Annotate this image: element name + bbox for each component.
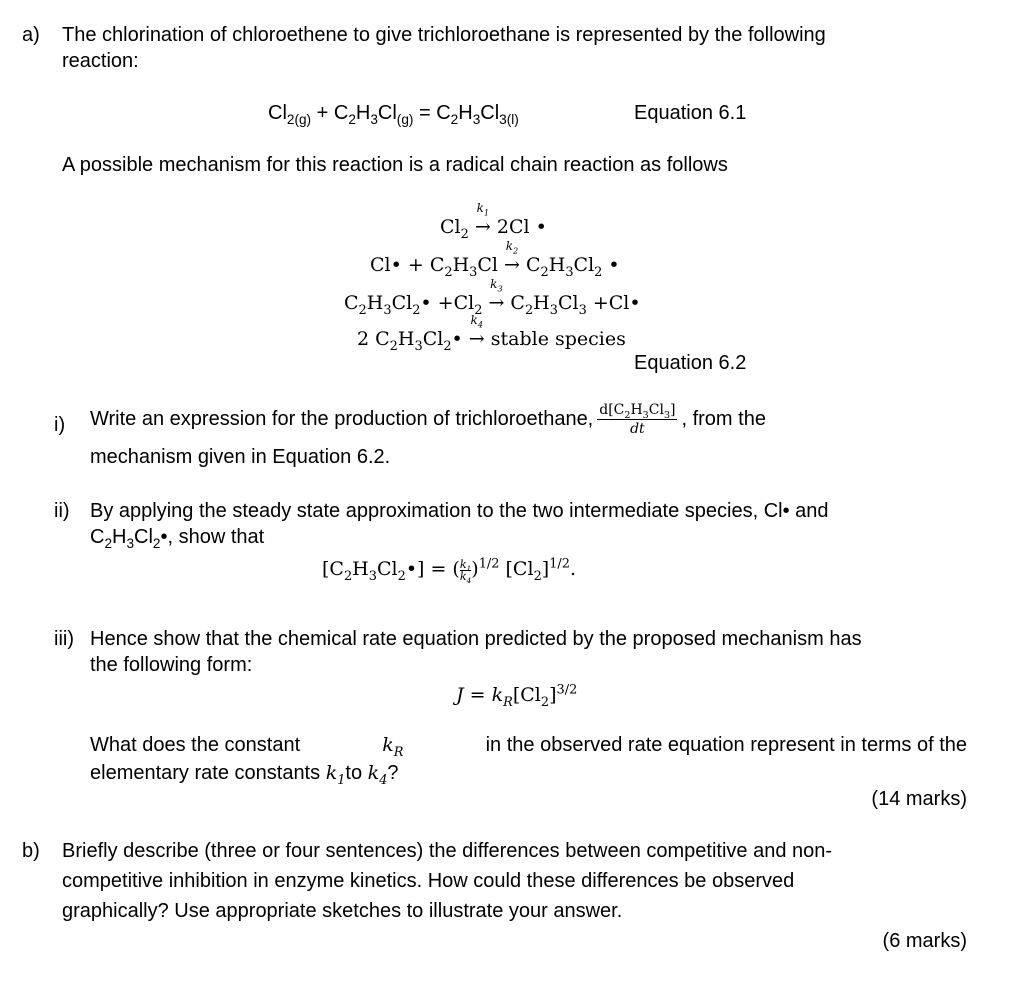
question-iii-q-line1-a: What does the constant: [90, 734, 301, 756]
question-iii-label: iii): [54, 628, 74, 650]
mechanism-step-2: Cl• + $C_2H_3Cl$ → $k_2$ $C_2H_3Cl_2$ •: [370, 239, 620, 280]
part-a-label: a): [22, 24, 40, 46]
question-iii-q-line2: elementary rate constants $k_1to$ $k_4$?: [90, 762, 399, 788]
question-iii-q-line1-b: in the observed rate equation represent in terms of the: [485, 734, 967, 756]
part-a-marks: (14 marks): [871, 788, 967, 810]
equation-6-1-label: Equation 6.1: [634, 102, 747, 124]
mechanism-step-4: 2 $C_2H_3Cl_2•$ → $k_4$ stable species: [357, 313, 626, 354]
question-ii-line2: $C_2H_3Cl_2•$, show that: [90, 526, 265, 551]
mechanism-step-3: $C_2H_3Cl_2• +Cl_2$ → $k_3$ $C_2H_3Cl_3$ +Cl•: [344, 277, 641, 318]
constant-k4: $k_4$: [367, 762, 388, 788]
part-b-marks: (6 marks): [882, 930, 967, 952]
part-a-intro-line2: reaction:: [62, 50, 139, 72]
equation-6-2-label: Equation 6.2: [634, 352, 747, 374]
question-ii-label: ii): [54, 500, 70, 522]
part-a-intro-line1: The chlorination of chloroethene to give trichloroethane is represented by the following: [62, 24, 826, 46]
rate-fraction: $\frac{d[C_2H_3Cl_3]}{dt}$: [599, 402, 676, 437]
part-b-line3: graphically? Use appropriate sketches to illustrate your answer.: [62, 900, 623, 922]
part-b-label: b): [22, 840, 40, 862]
constant-k1: $k_1$: [325, 762, 346, 788]
question-i-line1: [90, 402, 766, 437]
question-iii-line2: the following form:: [90, 654, 253, 676]
steady-state-expression: $[C_2H_3Cl_2•]$ = ( $\frac{k_1}{k_4})^{1/2}$ $[Cl_2]^{1/2}$.: [322, 556, 577, 585]
question-iii-q-line2-b: to: [345, 762, 363, 784]
mechanism-step-1: $Cl_2$ → $k_1$ 2Cl •: [440, 201, 547, 242]
question-iii-q-line2-a: elementary rate constants: [90, 762, 321, 784]
question-i-line2: mechanism given in Equation 6.2.: [90, 446, 391, 468]
constant-kr: $k_R$: [382, 734, 404, 760]
question-iii-line1: Hence show that the chemical rate equation predicted by the proposed mechanism has: [90, 628, 862, 650]
question-i-text-start: Write an expression for the production of trichloroethane,: [90, 407, 594, 430]
stable-species-text: stable species: [490, 328, 626, 350]
mechanism-intro: A possible mechanism for this reaction is a radical chain reaction as follows: [62, 154, 728, 176]
part-b-line2: competitive inhibition in enzyme kinetics. How could these differences be observed: [62, 870, 795, 892]
question-iii-q-line1: [90, 734, 967, 760]
rate-equation: $J = k_R[Cl_2]^{3/2}$: [456, 682, 578, 710]
question-ii-line1: By applying the steady state approximation to the two intermediate species, Cl• and: [90, 500, 829, 522]
question-i-text-end: , from the: [681, 407, 766, 430]
part-b-line1: Briefly describe (three or four sentences) the differences between competitive and non-: [62, 840, 833, 862]
equation-6-1: $Cl_{2(g)} + C_2H_3Cl_{(g)} = C_2H_3Cl_{3(l)}$: [268, 102, 519, 127]
question-i-label: i): [54, 414, 66, 436]
question-ii-line2-end: , show that: [167, 526, 265, 548]
